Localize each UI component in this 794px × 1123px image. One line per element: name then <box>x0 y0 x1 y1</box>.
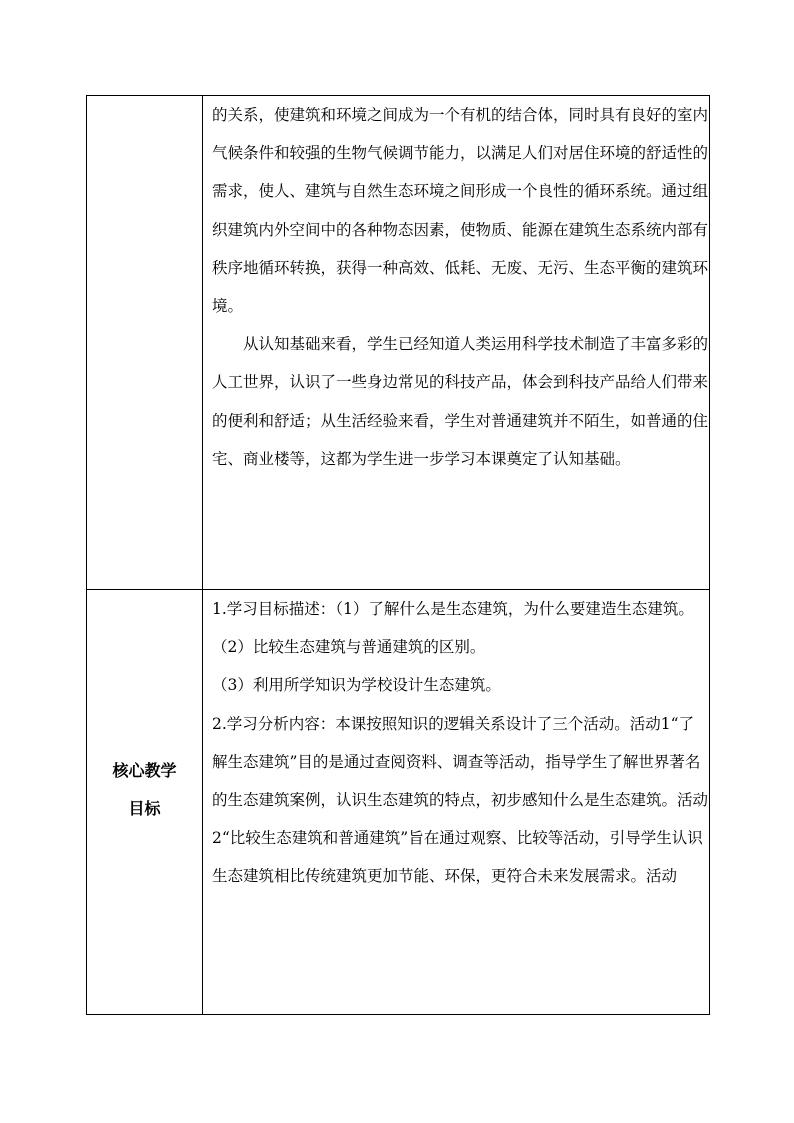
content-cell <box>203 96 710 590</box>
lesson-plan-table <box>86 95 710 1015</box>
row-label-line-2: 目标 <box>128 799 161 818</box>
row-label-cell <box>87 590 203 1015</box>
paragraph-learning-analysis: 2.学习分析内容：本课按照知识的逻辑关系设计了三个活动。活动1“了解生态建筑”目的是通过查阅资料、调查等活动，指导学生了解世界著名的生态建筑案例，认识生态建筑的特点，初步感知什么是生态建筑。活动2“比较生态建筑和普通建筑”旨在通过观察、比较等活动，引导学生认识生态建筑相比传统建筑更加节能、环保，更符合未来发展需求。活动 <box>212 714 709 886</box>
row-label-cell-empty <box>87 96 203 590</box>
paragraph-objective-3: （3）利用所学知识为学校设计生态建筑。 <box>212 676 501 695</box>
paragraph-cognitive-basis: 从认知基础来看，学生已经知道人类运用科学技术制造了丰富多彩的人工世界，认识了一些身边常见的科技产品，体会到科技产品给人们带来的便利和舒适；从生活经验来看，学生对普通建筑并不陌生，如普通的住宅、商业楼等，这都为学生进一步学习本课奠定了认知基础。 <box>212 335 709 468</box>
table-row <box>87 96 710 590</box>
row-label-line-1: 核心教学 <box>112 761 177 780</box>
table-row <box>87 590 710 1015</box>
paragraph-learning-objective: 1.学习目标描述：（1）了解什么是生态建筑，为什么要建造生态建筑。 <box>212 600 694 618</box>
paragraph-objective-2: （2）比较生态建筑与普通建筑的区别。 <box>212 638 486 657</box>
content-cell <box>203 590 710 1015</box>
paragraph-ecological-building-description: 的关系，使建筑和环境之间成为一个有机的结合体，同时具有良好的室内气候条件和较强的生物气候调节能力，以满足人们对居住环境的舒适性的需求，使人、建筑与自然生态环境之间形成一个良性的循环系统。通过组织建筑内外空间中的各种物态因素，使物质、能源在建筑生态系统内部有秩序地循环转换，获得一种高效、低耗、无废、无污、生态平衡的建筑环境。 <box>212 106 709 316</box>
